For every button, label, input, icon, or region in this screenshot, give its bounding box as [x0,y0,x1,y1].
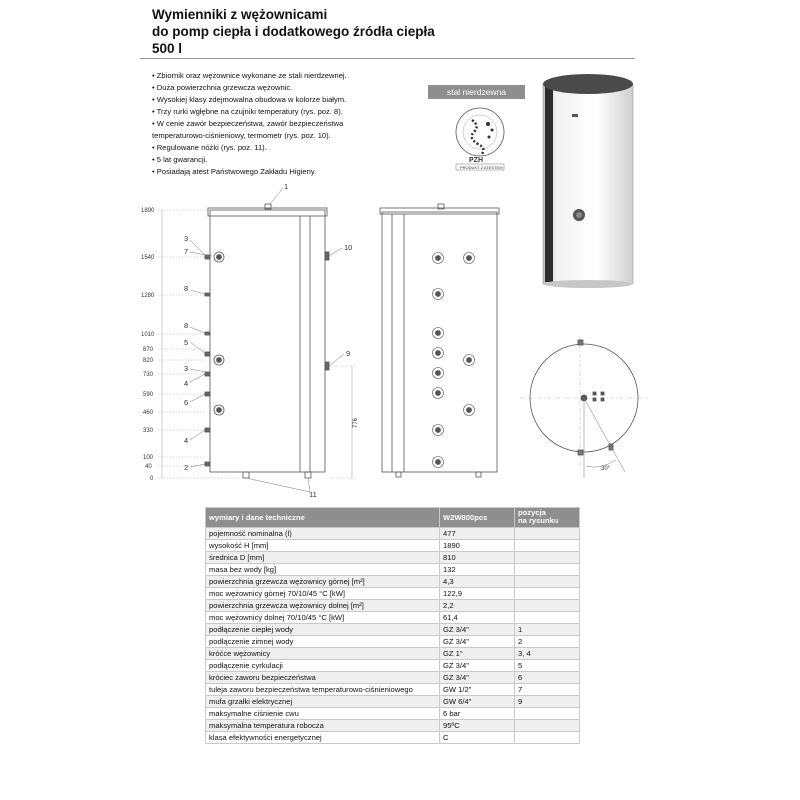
dimension-730: 730 [143,372,154,378]
table-row: króciec zaworu bezpieczeństwa GZ 3/4" 6 [206,672,580,684]
table-row: klasa efektywności energetycznej C [206,732,580,744]
material-badge: stal nierdzewna [428,85,525,99]
position-numbers [184,182,352,499]
table-row: wysokość H [mm] 1890 [206,540,580,552]
dimension-100: 100 [143,455,154,461]
feature-item: • Trzy rurki wgłębne na czujniki temperatury (rys. poz. 8). [152,106,347,118]
feature-item: • W cenie zawór bezpieczeństwa, zawór bezpieczeństwa [152,118,347,130]
dimension-1890: 1890 [141,208,155,214]
feature-item: • Posiadają atest Państwowego Zakładu Higieny. [152,166,347,178]
dimension-0: 0 [150,476,154,482]
dimension-330: 330 [143,428,154,434]
table-row: podłączenie cyrkulacji GZ 3/4" 5 [206,660,580,672]
feature-item: • 5 lat gwarancji. [152,154,347,166]
position-9: 9 [346,349,351,358]
technical-data-table [205,507,580,744]
feature-item-continuation: temperaturowo-ciśnieniowy, termometr (rys. poz. 10). [152,131,331,140]
position-5: 5 [184,338,189,347]
feature-item: • Regulowane nóżki (rys. poz. 11). [152,142,347,154]
svg-text:PZH: PZH [469,157,483,164]
feature-item: • Duża powierzchnia grzewcza wężownic. [152,82,347,94]
position-4: 4 [184,379,189,388]
table-row: tuleja zaworu bezpieczeństwa temperaturowo-ciśnieniowego GW 1/2" 7 [206,684,580,696]
front-view-drawing [380,204,499,477]
dimension-1280: 1280 [141,293,155,299]
table-row: moc wężownicy górnej 70/10/45 °C [kW] 122,9 [206,588,580,600]
position-3: 3 [184,234,189,243]
certificate-logo-icon [456,108,504,170]
table-header-cell: W2W800pcs [440,508,515,528]
table-row: maksymalne ciśnienie cwu 6 bar [206,708,580,720]
top-view-drawing [520,336,648,478]
table-header-cell: pozycja na rysunku [515,508,580,528]
table-row: średnica D [mm] 810 [206,552,580,564]
dimension-1010: 1010 [141,332,155,338]
position-6: 6 [184,398,189,407]
position-8: 8 [184,284,189,293]
table-row: masa bez wody [kg] 132 [206,564,580,576]
table-row: powierzchnia grzewcza wężownicy górnej [m²] 4,3 [206,576,580,588]
dimension-590: 590 [143,392,154,398]
position-1: 1 [284,182,289,191]
dimension-labels [141,208,611,482]
table-row: podłączenie ciepłej wody GZ 3/4" 1 [206,624,580,636]
dimension-776: 776 [353,417,359,428]
tank-photo [543,74,633,288]
dimension-1540: 1540 [141,255,155,261]
dimension-40: 40 [145,464,152,470]
dimension-870: 870 [143,347,154,353]
feature-item: • Zbiornik oraz wężownice wykonane ze stali nierdzewnej. [152,70,347,82]
title-line-3: 500 l [152,41,183,56]
dimension-820: 820 [143,358,154,364]
table-row: mufa grzałki elektrycznej GW 6/4" 9 [206,696,580,708]
title-line-1: Wymienniki z wężownicami [152,7,328,22]
dimension-460: 460 [143,410,154,416]
table-row: podłączenie zimnej wody GZ 3/4" 2 [206,636,580,648]
table-header-row [206,508,580,528]
angle-label: 30° [601,466,611,472]
table-row: pojemność nominalna (l) 477 [206,528,580,540]
table-header-cell: wymiary i dane techniczne [206,508,440,528]
position-10: 10 [344,243,353,252]
position-4: 4 [184,436,189,445]
table-row: moc wężownicy dolnej 70/10/45 °C [kW] 61,4 [206,612,580,624]
table-row: maksymalna temperatura robocza 95ºC [206,720,580,732]
position-3: 3 [184,364,189,373]
feature-item: • Wysokiej klasy zdejmowalna obudowa w kolorze białym. [152,94,347,106]
title-line-2: do pomp ciepła i dodatkowego źródła ciepła [152,24,435,39]
table-row: powierzchnia grzewcza wężownicy dolnej [m²] 2,2 [206,600,580,612]
position-7: 7 [184,247,189,256]
table-row: króćce wężownicy GZ 1" 3, 4 [206,648,580,660]
position-11: 11 [309,490,317,499]
position-2: 2 [184,463,189,472]
certificate-logo-text: PRODUKT Z ATESTEM [460,165,503,170]
position-8: 8 [184,321,189,330]
